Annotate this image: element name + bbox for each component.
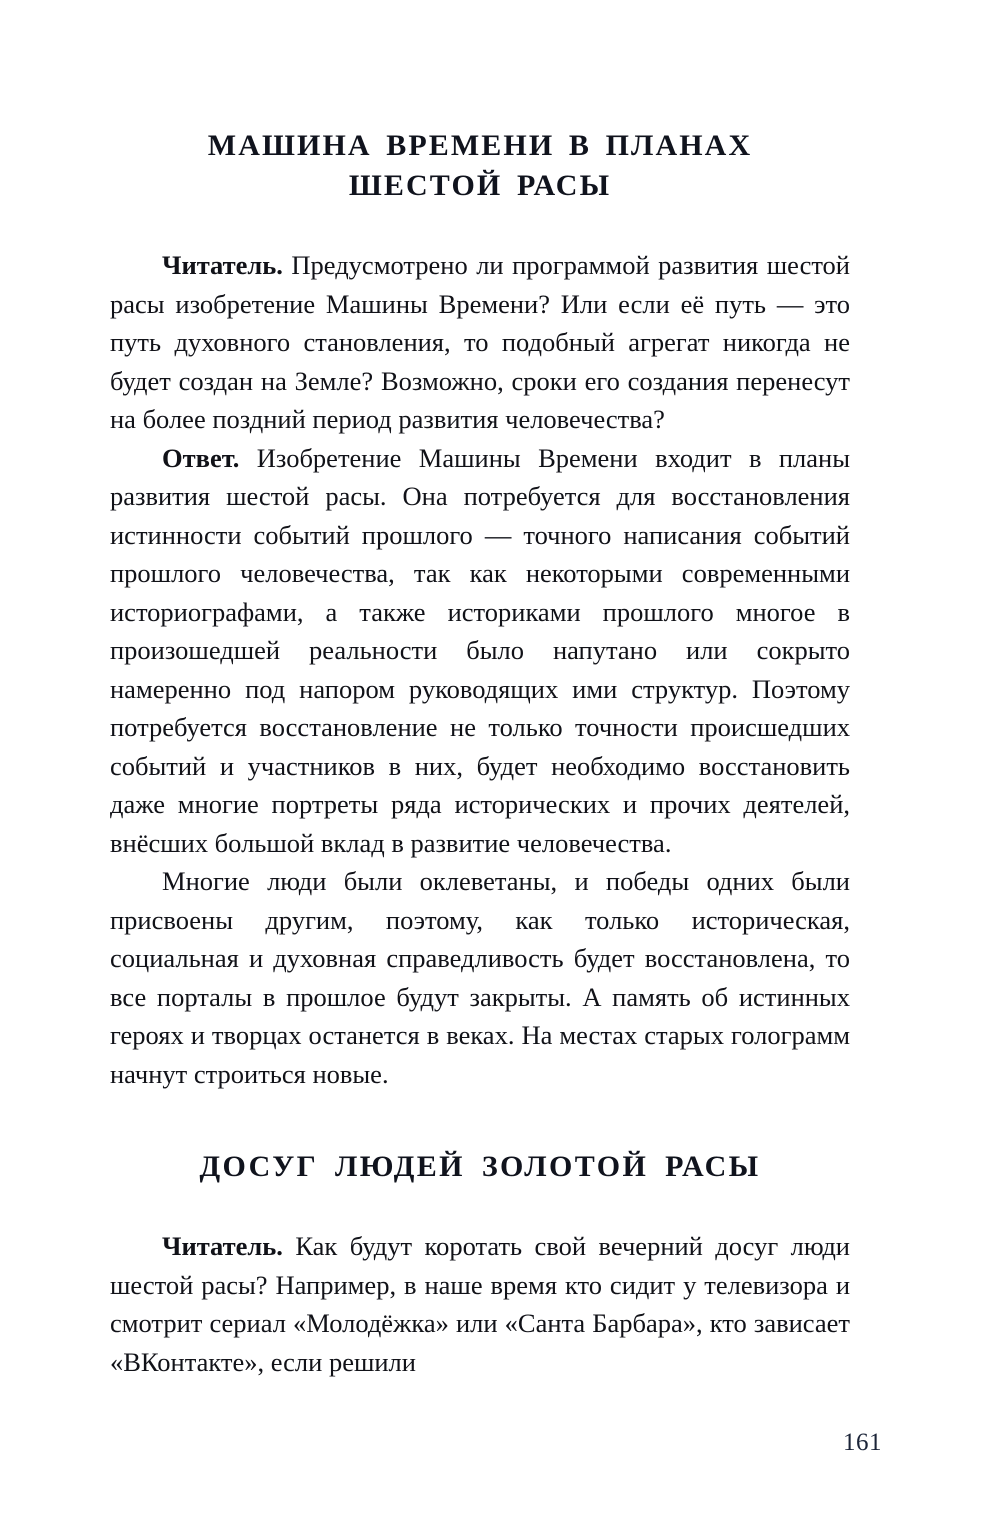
paragraph-text: Многие люди были оклеветаны, и победы одних были присвоены другим, поэтому, как только историческая, социальная и духовная справедливость будет восстановлена, то все порталы в прошлое будут закрыты. А память об истинных героях и творцах останется в веках. На местах старых голограмм начнут строиться новые.: [110, 866, 850, 1089]
section-heading-line: ДОСУГ ЛЮДЕЙ ЗОЛОТОЙ РАСЫ: [199, 1150, 761, 1183]
paragraph-many-people: [110, 862, 850, 1093]
paragraph-text: Как будут коротать свой вечерний досуг люди шестой расы? Например, в наше время кто сидит у телевизора и смотрит сериал «Молодёжка» или «Санта Барбара», кто зависает «ВКонтакте», если решили: [110, 1231, 850, 1377]
paragraph-reader-question-2: [110, 1227, 850, 1381]
section-heading-line: ШЕСТОЙ РАСЫ: [348, 169, 612, 202]
paragraph-reader-question: [110, 246, 850, 439]
page-content-column: [110, 126, 850, 1381]
speaker-label-reader: Читатель.: [162, 250, 283, 280]
section-heading-line: МАШИНА ВРЕМЕНИ В ПЛАНАХ: [207, 129, 753, 162]
paragraph-text: Предусмотрено ли программой развития шестой расы изобретение Машины Времени? Или если её путь — это путь духовного становления, то подобный агрегат никогда не будет создан на Земле? Возможно, сроки его создания перенесут на более поздний период развития человечества?: [110, 250, 850, 434]
paragraph-text: Изобретение Машины Времени входит в планы развития шестой расы. Она потребуется для восстановления истинности событий прошлого — точного написания событий прошлого человечества, так как некоторыми современными историографами, а также историками прошлого многое в произошедшей реальности было напутано или сокрыто намеренно под напором руководящих ими структур. Поэтому потребуется восстановление не только точности происшедших событий и участников в них, будет необходимо восстановить даже многие портреты ряда исторических и прочих деятелей, внёсших большой вклад в развитие человечества.: [110, 442, 850, 858]
speaker-label-answer: Ответ.: [162, 442, 240, 473]
speaker-label-reader: Читатель.: [162, 1231, 283, 1261]
section-heading-leisure-golden-race: [110, 1147, 850, 1187]
page-number: 161: [843, 1429, 882, 1456]
paragraph-answer: [110, 439, 850, 863]
section-heading-machine-of-time: [110, 126, 850, 206]
